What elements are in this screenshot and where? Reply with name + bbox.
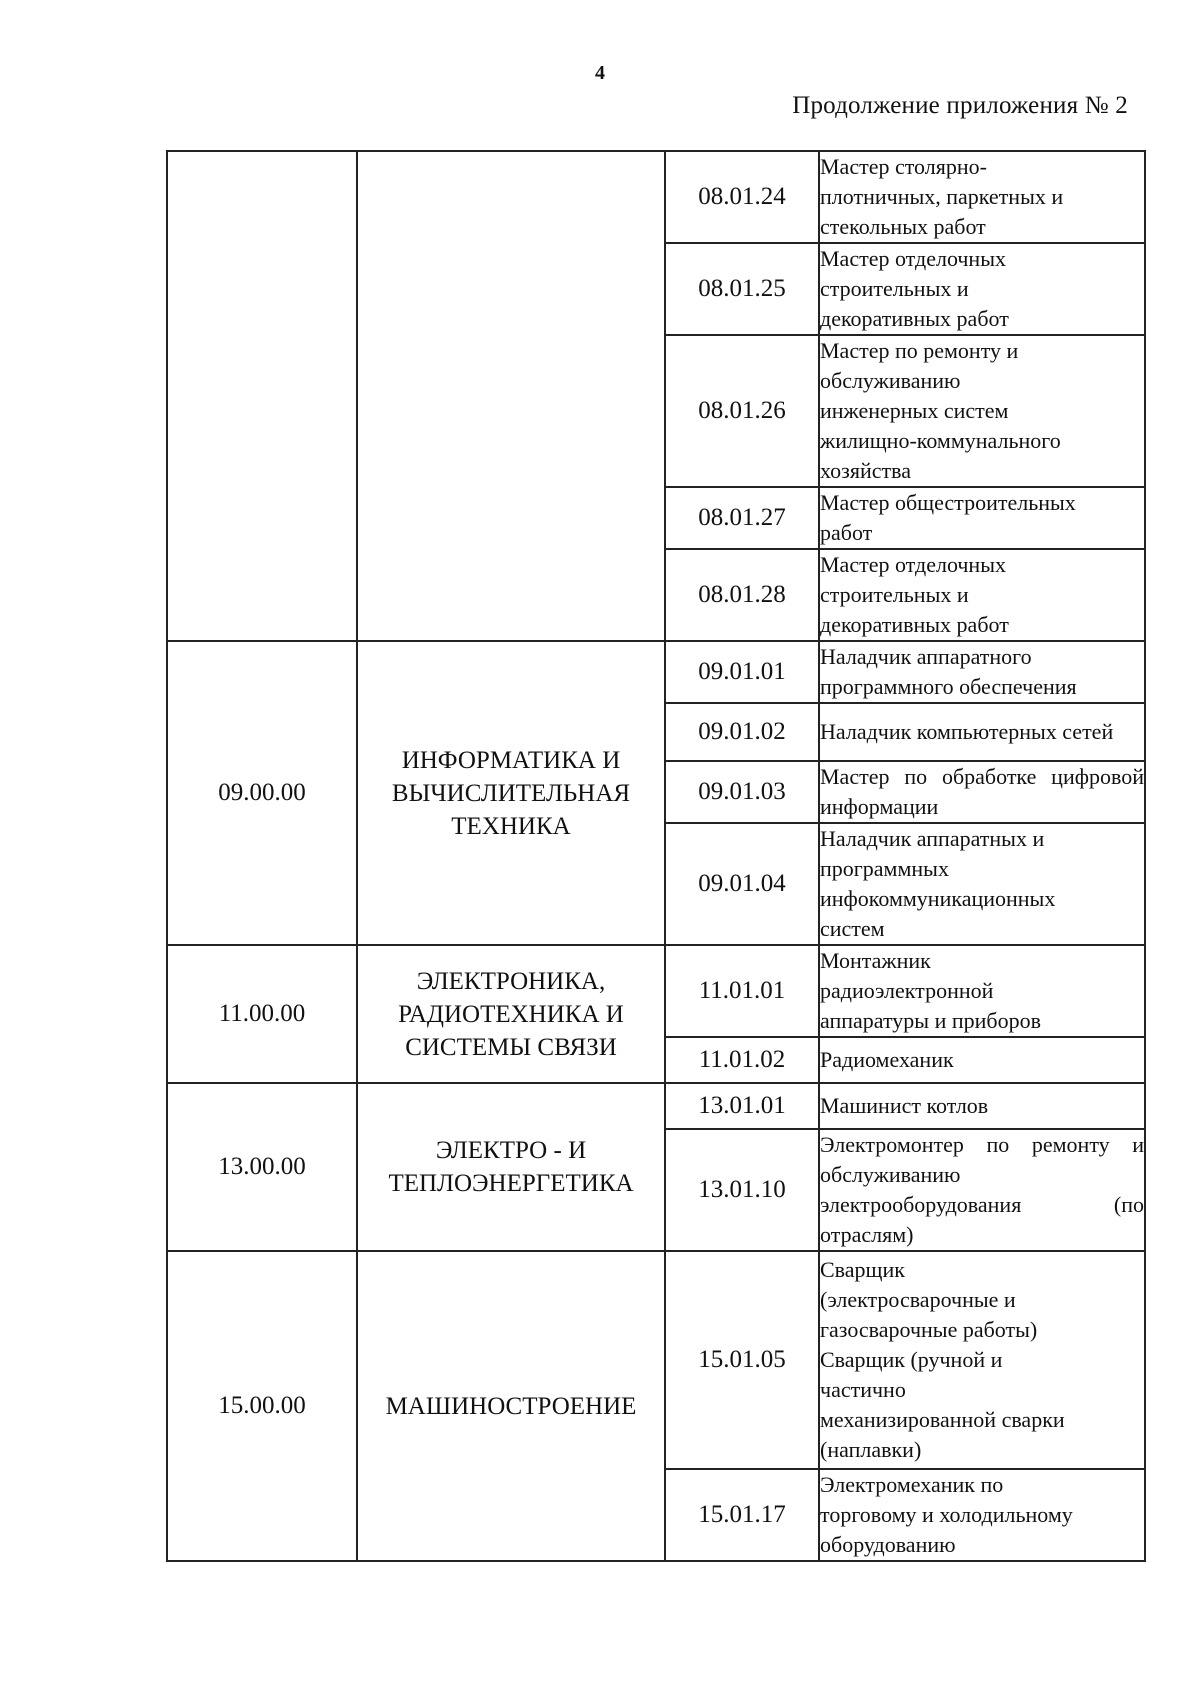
- profession-name: Монтажник радиоэлектронной аппаратуры и приборов: [819, 945, 1145, 1037]
- profession-code: 09.01.03: [665, 761, 819, 823]
- profession-name: Мастер отделочных строительных и декоративных работ: [819, 549, 1145, 641]
- group-code-cell: [167, 151, 357, 641]
- profession-code: 15.01.05: [665, 1251, 819, 1469]
- profession-name: Мастер отделочных строительных и декоративных работ: [819, 243, 1145, 335]
- profession-code: 11.01.02: [665, 1037, 819, 1083]
- profession-name: Мастер столярно- плотничных, паркетных и стекольных работ: [819, 151, 1145, 243]
- profession-name: Электромонтер по ремонту и обслуживанию электрооборудования (по отраслям): [819, 1129, 1145, 1251]
- profession-name: Сварщик (электросварочные и газосварочные работы) Сварщик (ручной и частично механизированной сварки (наплавки): [819, 1251, 1145, 1469]
- profession-name: Наладчик компьютерных сетей: [819, 703, 1145, 761]
- professions-table: [166, 150, 1146, 1562]
- profession-name: Мастер по обработке цифровой информации: [819, 761, 1145, 823]
- page-number: 4: [595, 62, 605, 84]
- profession-code: 08.01.27: [665, 487, 819, 549]
- group-name-cell: ЭЛЕКТРО - И ТЕПЛОЭНЕРГЕТИКА: [357, 1083, 665, 1251]
- profession-code: 13.01.01: [665, 1083, 819, 1129]
- table-row: [167, 945, 1145, 1037]
- profession-name: Радиомеханик: [819, 1037, 1145, 1083]
- profession-code: 08.01.24: [665, 151, 819, 243]
- table-row: [167, 151, 1145, 243]
- profession-name: Мастер общестроительных работ: [819, 487, 1145, 549]
- profession-name: Машинист котлов: [819, 1083, 1145, 1129]
- profession-code: 08.01.26: [665, 335, 819, 487]
- group-name-cell: МАШИНОСТРОЕНИЕ: [357, 1251, 665, 1561]
- profession-name: Мастер по ремонту и обслуживанию инженерных систем жилищно-коммунального хозяйства: [819, 335, 1145, 487]
- profession-code: 13.01.10: [665, 1129, 819, 1251]
- profession-name: Наладчик аппаратных и программных инфокоммуникационных систем: [819, 823, 1145, 945]
- table-row: [167, 641, 1145, 703]
- appendix-continuation-note: Продолжение приложения № 2: [792, 92, 1128, 119]
- profession-code: 15.01.17: [665, 1469, 819, 1561]
- table-row: [167, 1083, 1145, 1129]
- group-code-cell: 15.00.00: [167, 1251, 357, 1561]
- profession-code: 08.01.25: [665, 243, 819, 335]
- profession-name: Электромеханик по торговому и холодильному оборудованию: [819, 1469, 1145, 1561]
- profession-code: 08.01.28: [665, 549, 819, 641]
- table-row: [167, 1251, 1145, 1469]
- profession-code: 09.01.04: [665, 823, 819, 945]
- profession-name: Наладчик аппаратного программного обеспечения: [819, 641, 1145, 703]
- group-code-cell: 11.00.00: [167, 945, 357, 1083]
- group-name-cell: ЭЛЕКТРОНИКА, РАДИОТЕХНИКА И СИСТЕМЫ СВЯЗИ: [357, 945, 665, 1083]
- group-name-cell: [357, 151, 665, 641]
- profession-code: 11.01.01: [665, 945, 819, 1037]
- group-code-cell: 13.00.00: [167, 1083, 357, 1251]
- profession-code: 09.01.01: [665, 641, 819, 703]
- group-code-cell: 09.00.00: [167, 641, 357, 945]
- group-name-cell: ИНФОРМАТИКА И ВЫЧИСЛИТЕЛЬНАЯ ТЕХНИКА: [357, 641, 665, 945]
- profession-code: 09.01.02: [665, 703, 819, 761]
